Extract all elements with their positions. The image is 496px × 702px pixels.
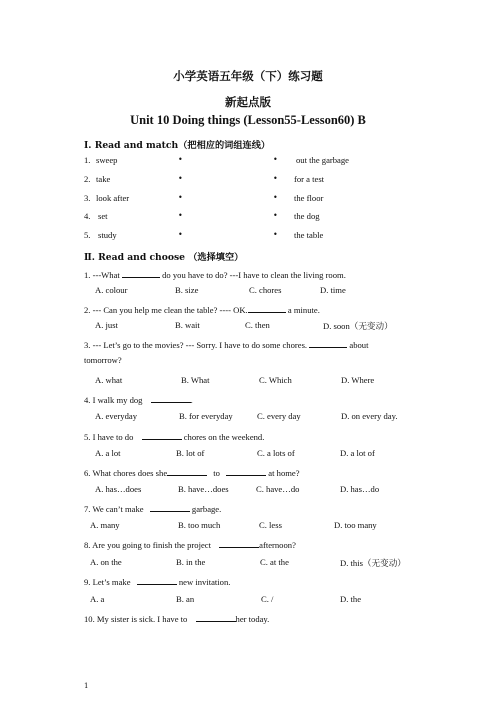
option-b[interactable]: B. too much (178, 520, 221, 530)
question-text: her today. (235, 614, 270, 624)
question-3 (84, 338, 368, 350)
question-text: 5. I have to do (84, 432, 134, 442)
match-num: 4. (84, 211, 91, 221)
question-text: at home? (268, 468, 300, 478)
question-text-continued: tomorrow? (84, 355, 122, 365)
question-text: new invitation. (178, 577, 231, 587)
option-c[interactable]: C. Which (259, 375, 292, 385)
section-2-heading: Ⅱ. Read and choose （选择填空） (84, 252, 244, 263)
option-b[interactable]: B. for everyday (179, 411, 233, 421)
option-b[interactable]: B. wait (175, 320, 200, 330)
option-a[interactable]: A. a lot (95, 448, 121, 458)
answer-blank[interactable] (137, 575, 177, 585)
option-b[interactable]: B. an (176, 594, 195, 604)
option-d[interactable]: D. time (320, 285, 346, 295)
match-right: out the garbage (296, 155, 349, 165)
question-text: 3. --- Let’s go to the movies? --- Sorry. I have to do some chores. (84, 340, 308, 350)
question-9 (84, 575, 230, 587)
answer-blank[interactable] (142, 430, 182, 440)
option-c[interactable]: C. every day (257, 411, 301, 421)
match-left: sweep (96, 155, 118, 165)
question-6 (84, 466, 300, 478)
question-text: garbage. (191, 504, 222, 514)
option-a[interactable]: A. on the (90, 557, 122, 567)
match-left: study (98, 230, 117, 240)
question-text: 7. We can’t make (84, 504, 144, 514)
option-d[interactable]: D. too many (334, 520, 377, 530)
option-b[interactable]: B. lot of (176, 448, 205, 458)
match-dot-right[interactable]: • (273, 230, 278, 239)
question-text: 8. Are you going to finish the project (84, 540, 211, 550)
option-d[interactable]: D. the (340, 594, 362, 604)
option-d[interactable]: D. soon（无变动） (323, 321, 393, 331)
match-dot-right[interactable]: • (273, 211, 278, 220)
option-d[interactable]: D. a lot of (340, 448, 375, 458)
question-text: afternoon? (259, 540, 296, 550)
option-b[interactable]: B. What (181, 375, 210, 385)
option-c[interactable]: C. less (259, 520, 282, 530)
option-a[interactable]: A. a (90, 594, 105, 604)
match-left: take (96, 174, 111, 184)
option-d[interactable]: D. Where (341, 375, 375, 385)
match-num: 5. (84, 230, 91, 240)
option-c[interactable]: C. then (245, 320, 270, 330)
option-a[interactable]: A. what (95, 375, 123, 385)
match-right: for a test (294, 174, 325, 184)
option-a[interactable]: A. just (95, 320, 118, 330)
section-1-heading: Ⅰ. Read and match（把相应的词组连线） (84, 140, 271, 151)
question-text: a minute. (287, 305, 320, 315)
option-a[interactable]: A. many (90, 520, 120, 530)
match-left: look after (96, 193, 130, 203)
option-a[interactable]: A. colour (95, 285, 128, 295)
question-4 (84, 393, 193, 405)
match-dot-left[interactable]: • (178, 230, 183, 239)
answer-blank[interactable] (219, 538, 259, 548)
option-d[interactable]: D. has…do (340, 484, 380, 494)
answer-blank[interactable] (150, 502, 190, 512)
question-text: to (213, 468, 220, 478)
question-text: 1. ---What (84, 270, 120, 280)
question-text: do you have to do? ---I have to clean the living room. (162, 270, 346, 280)
option-c[interactable]: C. chores (249, 285, 282, 295)
page-number: 1 (84, 682, 89, 690)
match-dot-right[interactable]: • (273, 174, 278, 183)
question-text: 9. Let’s make (84, 577, 131, 587)
answer-blank[interactable] (122, 268, 160, 278)
match-num: 2. (84, 174, 91, 184)
option-d[interactable]: D. on every day. (341, 411, 398, 421)
answer-blank[interactable] (226, 466, 266, 476)
answer-blank[interactable] (309, 338, 347, 348)
question-1 (84, 268, 346, 280)
unit-title: Unit 10 Doing things (Lesson55-Lesson60) B (130, 113, 366, 127)
question-text: chores on the weekend. (183, 432, 265, 442)
option-b[interactable]: B. size (175, 285, 199, 295)
option-b[interactable]: B. in the (176, 557, 206, 567)
answer-blank[interactable] (151, 393, 191, 403)
option-c[interactable]: C. a lots of (257, 448, 295, 458)
page-subtitle: 新起点版 (225, 95, 271, 109)
question-text: 6. What chores does she (84, 468, 168, 478)
question-8 (84, 538, 296, 550)
match-dot-right[interactable]: • (273, 193, 278, 202)
answer-blank[interactable] (248, 303, 286, 313)
option-d[interactable]: D. this（无变动） (340, 558, 406, 568)
match-dot-left[interactable]: • (178, 174, 183, 183)
option-a[interactable]: A. everyday (95, 411, 137, 421)
question-text: about (349, 340, 369, 350)
option-c[interactable]: C. have…do (256, 484, 300, 494)
question-text: . (190, 395, 193, 405)
match-right: the floor (294, 193, 324, 203)
question-7 (84, 502, 221, 514)
question-5 (84, 430, 264, 442)
match-left: set (98, 211, 108, 221)
answer-blank[interactable] (167, 466, 207, 476)
option-a[interactable]: A. has…does (95, 484, 142, 494)
question-text: 10. My sister is sick. I have to (84, 614, 188, 624)
match-dot-left[interactable]: • (178, 193, 183, 202)
option-c[interactable]: C. at the (260, 557, 289, 567)
page-title: 小学英语五年级（下）练习题 (173, 69, 323, 83)
match-dot-left[interactable]: • (178, 211, 183, 220)
match-right: the dog (294, 211, 320, 221)
question-text: 4. I walk my dog (84, 395, 143, 405)
match-num: 3. (84, 193, 91, 203)
question-2 (84, 303, 320, 315)
match-dot-left[interactable]: • (178, 155, 183, 164)
match-num: 1. (84, 155, 91, 165)
match-dot-right[interactable]: • (273, 155, 278, 164)
answer-blank[interactable] (196, 612, 236, 622)
option-c[interactable]: C. / (261, 594, 274, 604)
question-10 (84, 612, 269, 624)
question-text: 2. --- Can you help me clean the table? ---- OK. (84, 305, 248, 315)
match-right: the table (294, 230, 324, 240)
option-b[interactable]: B. have…does (178, 484, 229, 494)
